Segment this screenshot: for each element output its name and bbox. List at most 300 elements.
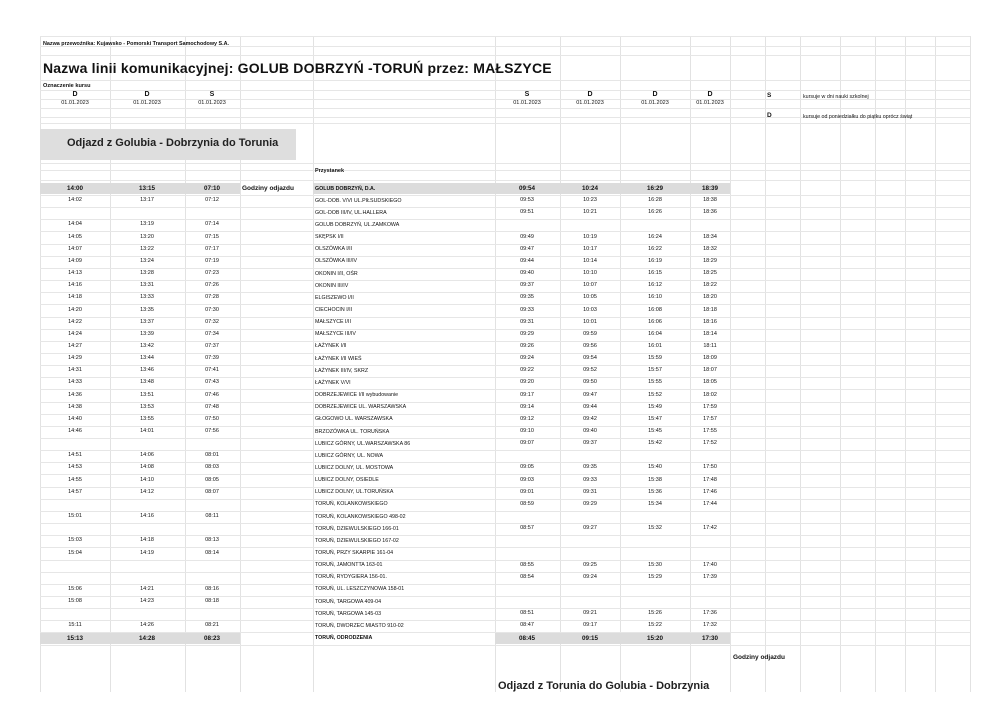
stop-name: TORUŃ, KOLANKOWSKIEGO 498-02 — [315, 513, 406, 520]
return-time: 15:34 — [648, 500, 662, 507]
return-time: 15:22 — [648, 622, 662, 629]
departure-time: 08:01 — [205, 452, 219, 459]
return-time: 15:59 — [648, 355, 662, 362]
departure-time: 14:29 — [68, 355, 82, 362]
return-time: 16:08 — [648, 306, 662, 313]
return-time: 09:47 — [583, 391, 597, 398]
return-time: 09:44 — [583, 403, 597, 410]
grid-row-line — [40, 268, 970, 269]
grid-row-line — [40, 280, 970, 281]
departure-time: 14:38 — [68, 403, 82, 410]
departure-time: 08:05 — [205, 476, 219, 483]
grid-column-line — [560, 36, 561, 692]
grid-row-line — [40, 123, 970, 124]
departure-time: 14:36 — [68, 391, 82, 398]
grid-row-line — [40, 195, 970, 196]
course-code: D — [707, 91, 713, 98]
grid-row-line — [40, 36, 970, 37]
departure-time: 07:19 — [205, 257, 219, 264]
return-time: 10:21 — [583, 209, 597, 216]
stop-name: ELGISZEWO I/II — [315, 294, 354, 301]
departure-time: 08:16 — [205, 585, 219, 592]
course-code: D — [144, 91, 150, 98]
stop-name: TORUŃ, RYDYGIERA 156-01. — [315, 574, 387, 581]
departure-time: 14:12 — [140, 488, 154, 495]
return-time: 16:15 — [648, 270, 662, 277]
stop-name: GOLUB DOBRZYŃ, UL.ZAMKOWA — [315, 221, 400, 228]
departure-label-right: Godziny odjazdu — [733, 654, 785, 661]
return-time: 15:20 — [646, 634, 664, 642]
return-time: 09:40 — [583, 428, 597, 434]
return-time: 17:46 — [703, 488, 717, 495]
return-time: 15:52 — [648, 391, 662, 398]
departure-time: 07:14 — [205, 221, 219, 228]
stop-name: LUBICZ DOLNY, UL. MOSTOWA — [315, 464, 394, 471]
return-time: 15:45 — [648, 428, 662, 434]
return-time: 17:40 — [703, 561, 717, 568]
grid-row-line — [40, 572, 970, 573]
direction-out-title: Odjazd z Golubia - Dobrzynia do Torunia — [67, 137, 279, 149]
stop-name: TORUŃ, DWORZEC MIASTO 910-02 — [315, 622, 404, 629]
return-time: 17:36 — [703, 610, 717, 617]
return-time: 09:21 — [583, 610, 597, 617]
stop-name: GŁOGOWO UL. WARSZAWSKA — [315, 416, 393, 423]
stop-name: BRZOZÓWKA UL. TORUŃSKA — [315, 428, 390, 435]
grid-row-line — [40, 341, 970, 342]
return-time: 10:14 — [583, 257, 597, 264]
departure-time: 14:40 — [68, 415, 82, 422]
departure-time: 07:17 — [205, 245, 219, 252]
return-time: 09:05 — [520, 464, 534, 471]
grid-row-line — [40, 584, 970, 585]
departure-time: 07:26 — [205, 282, 219, 289]
departure-time: 13:15 — [138, 185, 156, 192]
departure-time: 14:24 — [68, 330, 82, 337]
grid-column-line — [935, 36, 936, 692]
stop-name: MAŁSZYCE I/II — [315, 319, 351, 326]
departure-time: 14:20 — [68, 306, 82, 313]
departure-time: 14:53 — [68, 464, 82, 471]
grid-row-line — [40, 55, 970, 56]
departure-time: 07:50 — [205, 415, 219, 422]
course-date: 01.01.2023 — [133, 100, 161, 106]
return-time: 09:44 — [520, 257, 534, 264]
departure-time: 15:11 — [68, 622, 82, 629]
return-time: 08:59 — [520, 500, 534, 507]
stop-name: TORUŃ, KOLANKOWSKIEGO — [315, 501, 388, 508]
grid-row-line — [40, 499, 970, 500]
return-time: 16:19 — [648, 257, 662, 264]
return-time: 17:52 — [703, 440, 717, 447]
return-time: 09:47 — [520, 245, 534, 252]
departure-time: 14:16 — [68, 282, 82, 289]
return-time: 09:56 — [583, 342, 597, 349]
return-time: 09:17 — [583, 622, 597, 629]
return-time: 09:24 — [583, 573, 597, 580]
grid-column-line — [690, 36, 691, 692]
grid-column-line — [840, 36, 841, 692]
course-date: 01.01.2023 — [576, 100, 604, 106]
stop-name: MAŁSZYCE III/IV — [315, 331, 356, 338]
grid-row-line — [40, 511, 970, 512]
departure-time: 07:34 — [205, 330, 219, 337]
departure-time: 08:18 — [205, 598, 219, 605]
return-time: 09:26 — [520, 342, 534, 349]
departure-time: 08:13 — [205, 537, 219, 544]
return-time: 16:06 — [648, 318, 662, 325]
return-time: 16:01 — [648, 342, 662, 349]
departure-time: 13:48 — [140, 379, 154, 386]
stop-name: ŁAŻYNEK I/II — [315, 343, 347, 350]
departure-time: 15:01 — [68, 513, 82, 520]
return-time: 18:09 — [703, 355, 717, 362]
return-time: 09:35 — [520, 294, 534, 301]
return-time: 09:50 — [583, 379, 597, 386]
return-time: 17:59 — [703, 403, 717, 410]
return-time: 15:47 — [648, 415, 662, 422]
stop-name: ŁAŻYNEK I/II WIEŚ — [315, 355, 362, 362]
grid-row-line — [40, 163, 970, 164]
return-time: 17:30 — [701, 634, 719, 642]
course-date: 01.01.2023 — [61, 100, 89, 106]
departure-time: 14:18 — [140, 537, 154, 544]
return-time: 15:38 — [648, 476, 662, 483]
stop-name: OKONIN I/II, OŚR — [315, 270, 358, 277]
return-time: 17:44 — [703, 500, 717, 507]
return-time: 18:18 — [703, 306, 717, 313]
return-time: 09:14 — [520, 403, 534, 410]
departure-time: 07:12 — [205, 197, 219, 204]
return-time: 10:19 — [583, 233, 597, 240]
departure-time: 14:51 — [68, 452, 82, 459]
grid-row-line — [40, 487, 970, 488]
departure-time: 13:31 — [140, 282, 154, 289]
return-time: 15:32 — [648, 525, 662, 532]
departure-time: 13:42 — [140, 342, 154, 349]
return-time: 09:25 — [583, 561, 597, 568]
return-time: 09:54 — [583, 355, 597, 362]
grid-column-line — [765, 36, 766, 692]
course-code: D — [72, 91, 78, 98]
course-date: 01.01.2023 — [641, 100, 669, 106]
grid-row-line — [40, 474, 970, 475]
return-time: 15:30 — [648, 561, 662, 568]
return-time: 16:22 — [648, 245, 662, 252]
return-time: 15:55 — [648, 379, 662, 386]
departure-time: 08:21 — [205, 622, 219, 629]
return-time: 10:17 — [583, 245, 597, 252]
stop-name: TORUŃ, ODRODZENIA — [315, 635, 373, 642]
return-time: 09:59 — [583, 330, 597, 337]
departure-time: 08:11 — [205, 513, 219, 520]
grid-row-line — [40, 547, 970, 548]
departure-time: 13:39 — [140, 330, 154, 337]
return-time: 18:20 — [703, 294, 717, 301]
return-time: 16:28 — [648, 197, 662, 204]
grid-row-line — [40, 231, 970, 232]
stop-name: LUBICZ GÓRNY, UL. NOWA — [315, 452, 383, 459]
course-marker-label: Oznaczenie kursu — [43, 83, 91, 89]
return-time: 15:26 — [648, 610, 662, 617]
return-time: 09:31 — [520, 318, 534, 325]
grid-column-line — [313, 36, 314, 692]
grid-row-line — [40, 180, 970, 181]
departure-time: 13:46 — [140, 367, 154, 374]
return-time: 09:20 — [520, 379, 534, 386]
departure-time: 13:44 — [140, 355, 154, 362]
return-time: 18:11 — [703, 342, 717, 349]
direction-back-title: Odjazd z Torunia do Golubia - Dobrzynia — [498, 680, 710, 692]
return-time: 09:49 — [520, 233, 534, 240]
grid-row-line — [40, 292, 970, 293]
departure-time: 14:09 — [68, 257, 82, 264]
stop-name: OLSZÓWKA III/IV — [315, 258, 358, 265]
departure-time: 13:24 — [140, 257, 154, 264]
return-time: 15:40 — [648, 464, 662, 471]
stop-name: TORUŃ, TARGOWA 409-04 — [315, 598, 382, 605]
return-time: 18:29 — [703, 257, 717, 264]
departure-time: 14:23 — [140, 598, 154, 605]
stop-name: TORUŃ, UL. LESZCZYNOWA 158-01 — [315, 586, 405, 593]
return-time: 16:12 — [648, 282, 662, 289]
grid-row-line — [40, 426, 970, 427]
return-time: 09:12 — [520, 415, 534, 422]
grid-row-line — [40, 523, 970, 524]
legend-text-d: kursuje od poniedziałku do piątku oprócz świąt — [803, 114, 913, 120]
stop-name: DOBRZEJEWICE UL. WARSZAWSKA — [315, 404, 407, 411]
departure-time: 14:05 — [68, 233, 82, 240]
stop-name: CIECHOCIN I/II — [315, 307, 353, 313]
departure-time: 14:46 — [68, 428, 82, 434]
stop-name: TORUŃ, DZIEWULSKIEGO 167-02 — [315, 537, 399, 544]
departure-time: 15:03 — [68, 537, 82, 544]
return-time: 18:38 — [703, 197, 717, 204]
departure-time: 14:00 — [66, 185, 84, 192]
departure-time: 15:04 — [68, 549, 82, 556]
departure-time: 14:13 — [68, 270, 82, 277]
grid-row-line — [40, 462, 970, 463]
grid-row-line — [40, 329, 970, 330]
departure-time: 13:22 — [140, 245, 154, 252]
return-time: 09:53 — [520, 197, 534, 204]
return-time: 09:54 — [518, 185, 536, 192]
departure-time: 08:23 — [203, 634, 221, 642]
stop-name: GOL-DOB. V/VI UL.PIŁSUDSKIEGO — [315, 197, 402, 204]
grid-row-line — [40, 108, 970, 109]
stop-name: LUBICZ DOLNY, OSIEDLE — [315, 477, 379, 484]
return-time: 10:01 — [583, 318, 597, 325]
return-time: 09:35 — [583, 464, 597, 471]
return-time: 09:07 — [520, 440, 534, 447]
legend-key-s: S — [767, 92, 772, 99]
return-time: 18:22 — [703, 282, 717, 289]
departure-time: 13:35 — [140, 306, 154, 313]
departure-time: 14:08 — [140, 464, 154, 471]
grid-row-line — [40, 256, 970, 257]
return-time: 09:10 — [520, 428, 534, 434]
grid-row-line — [40, 80, 970, 81]
grid-column-line — [905, 36, 906, 692]
departure-time: 07:15 — [205, 233, 219, 240]
return-time: 16:24 — [648, 233, 662, 240]
departure-time: 08:07 — [205, 488, 219, 495]
departure-time: 07:43 — [205, 379, 219, 386]
course-code: D — [587, 91, 593, 98]
grid-row-line — [40, 304, 970, 305]
return-time: 18:05 — [703, 379, 717, 386]
departure-time: 07:28 — [205, 294, 219, 301]
return-time: 09:17 — [520, 391, 534, 398]
return-time: 08:54 — [520, 573, 534, 580]
return-time: 16:10 — [648, 294, 662, 301]
departure-time: 15:13 — [66, 634, 84, 642]
return-time: 15:57 — [648, 367, 662, 374]
grid-row-line — [40, 620, 970, 621]
departure-time: 14:55 — [68, 476, 82, 483]
grid-column-line — [730, 36, 731, 692]
stop-name: TORUŃ, TARGOWA 145-03 — [315, 610, 382, 617]
grid-row-line — [40, 377, 970, 378]
grid-row-line — [40, 353, 970, 354]
stop-name: LUBICZ DOLNY, UL.TORUŃSKA — [315, 489, 394, 496]
return-time: 18:07 — [703, 367, 717, 374]
departure-time: 14:04 — [68, 221, 82, 228]
return-time: 16:29 — [646, 185, 664, 192]
departure-time: 14:16 — [140, 513, 154, 520]
return-time: 17:48 — [703, 476, 717, 483]
grid-row-line — [40, 645, 970, 646]
grid-column-line — [970, 36, 971, 692]
return-time: 18:39 — [701, 185, 719, 192]
departure-time: 07:48 — [205, 403, 219, 410]
departure-time: 13:28 — [140, 270, 154, 277]
grid-row-line — [40, 608, 970, 609]
return-time: 18:25 — [703, 270, 717, 277]
return-time: 16:04 — [648, 330, 662, 337]
course-date: 01.01.2023 — [696, 100, 724, 106]
return-time: 10:10 — [583, 270, 597, 277]
grid-row-line — [40, 365, 970, 366]
departure-time: 14:02 — [68, 197, 82, 204]
departure-time: 07:56 — [205, 428, 219, 434]
grid-row-line — [40, 560, 970, 561]
return-time: 17:42 — [703, 525, 717, 532]
departure-time: 14:06 — [140, 452, 154, 459]
grid-row-line — [40, 438, 970, 439]
stop-header: Przystanek — [315, 168, 345, 174]
grid-row-line — [40, 244, 970, 245]
stop-name: GOLUB DOBRZYŃ, D.A. — [315, 185, 376, 192]
return-time: 10:07 — [583, 282, 597, 289]
return-time: 16:26 — [648, 209, 662, 216]
departure-time: 14:28 — [138, 634, 156, 642]
departure-time: 14:26 — [140, 622, 154, 629]
legend-text-s: kursuje w dni nauki szkolnej — [803, 94, 869, 100]
return-time: 09:15 — [581, 634, 599, 642]
departure-time: 07:23 — [205, 270, 219, 277]
departure-label-left: Godziny odjazdu — [242, 185, 294, 192]
grid-column-line — [800, 36, 801, 692]
departure-time: 14:21 — [140, 585, 154, 592]
return-time: 15:49 — [648, 403, 662, 410]
departure-time: 13:51 — [140, 391, 154, 398]
departure-time: 07:30 — [205, 306, 219, 313]
return-time: 15:29 — [648, 573, 662, 580]
departure-time: 14:07 — [68, 245, 82, 252]
stop-name: OKONIN III/IV — [315, 282, 349, 289]
return-time: 10:24 — [581, 185, 599, 192]
return-time: 09:33 — [520, 306, 534, 313]
grid-column-line — [495, 36, 496, 692]
departure-time: 14:33 — [68, 379, 82, 386]
departure-time: 14:22 — [68, 318, 82, 325]
grid-row-line — [40, 389, 970, 390]
stop-name: GOL-DOB III/IV, UL.HALLERA — [315, 209, 387, 216]
return-time: 09:31 — [583, 488, 597, 495]
return-time: 17:55 — [703, 428, 717, 434]
return-time: 09:37 — [520, 282, 534, 289]
stop-name: TORUŃ, PRZY SKARPIE 161-04 — [315, 550, 394, 556]
departure-time: 15:06 — [68, 585, 82, 592]
grid-row-line — [40, 317, 970, 318]
grid-row-line — [40, 170, 970, 171]
return-time: 09:42 — [583, 415, 597, 422]
return-time: 10:05 — [583, 294, 597, 301]
grid-row-line — [40, 450, 970, 451]
return-time: 17:50 — [703, 464, 717, 471]
departure-time: 14:57 — [68, 488, 82, 495]
stop-name: LUBICZ GÓRNY, UL.WARSZAWSKA 86 — [315, 440, 411, 447]
stop-name: TORUŃ, JAMONTTA 163-01 — [315, 562, 383, 569]
departure-time: 13:19 — [140, 221, 154, 228]
return-time: 08:51 — [520, 610, 534, 617]
departure-time: 14:19 — [140, 549, 154, 556]
departure-time: 07:39 — [205, 355, 219, 362]
return-time: 18:34 — [703, 233, 717, 240]
return-time: 18:32 — [703, 245, 717, 252]
return-time: 10:03 — [583, 306, 597, 313]
departure-time: 08:14 — [205, 549, 219, 556]
grid-row-line — [40, 596, 970, 597]
course-code: D — [652, 91, 658, 98]
return-time: 09:01 — [520, 488, 534, 495]
line-title: Nazwa linii komunikacyjnej: GOLUB DOBRZYŃ -TORUŃ przez: MAŁSZYCE — [43, 60, 552, 76]
return-time: 09:03 — [520, 476, 534, 483]
return-time: 17:39 — [703, 573, 717, 580]
return-time: 15:42 — [648, 440, 662, 447]
return-time: 10:23 — [583, 197, 597, 204]
return-time: 08:45 — [518, 634, 536, 642]
grid-column-line — [620, 36, 621, 692]
stop-name: DOBRZEJEWICE I/II wybudowanie — [315, 392, 399, 399]
course-date: 01.01.2023 — [513, 100, 541, 106]
grid-row-line — [40, 219, 970, 220]
stop-name: SKĘPSK I/II — [315, 234, 344, 241]
return-time: 09:27 — [583, 525, 597, 532]
return-time: 17:32 — [703, 622, 717, 629]
departure-time: 13:37 — [140, 318, 154, 325]
course-code: S — [209, 91, 215, 98]
grid-row-line — [40, 414, 970, 415]
return-time: 18:14 — [703, 330, 717, 337]
departure-time: 15:08 — [68, 598, 82, 605]
return-time: 08:55 — [520, 561, 534, 568]
return-time: 09:52 — [583, 367, 597, 374]
departure-time: 13:53 — [140, 403, 154, 410]
legend-key-d: D — [767, 112, 772, 119]
return-time: 09:40 — [520, 270, 534, 277]
grid-row-line — [40, 402, 970, 403]
